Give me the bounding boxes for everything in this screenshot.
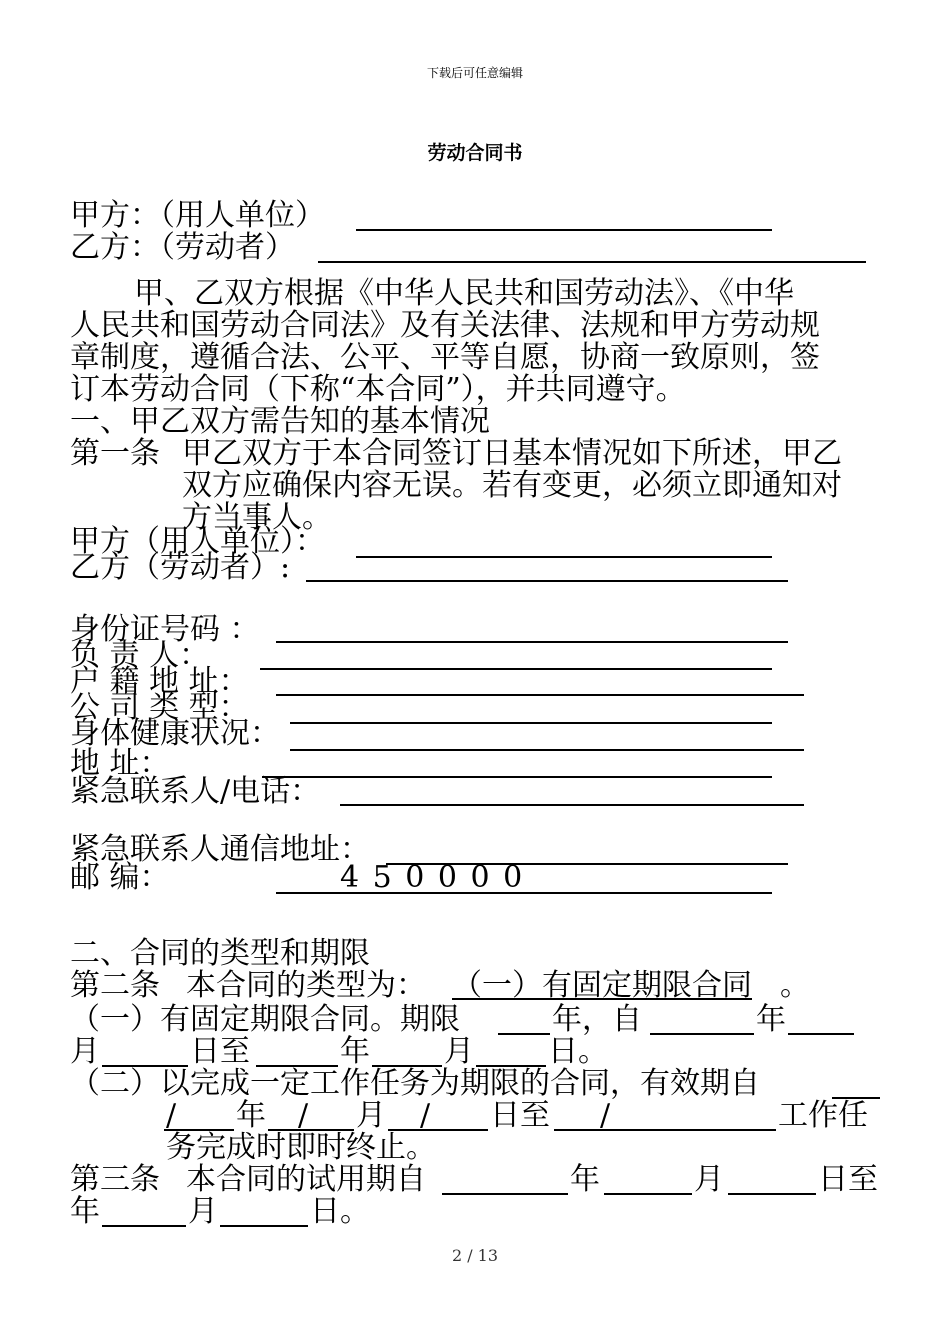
field-health-blank	[290, 749, 804, 751]
field-postcode-label: 邮 编：	[70, 860, 170, 895]
task-term-month: 月	[356, 1098, 386, 1133]
field-emergency: 紧急联系人/电话：	[70, 774, 321, 809]
preamble-line-4: 订本劳动合同（下称“本合同”），并共同遵守。	[70, 372, 686, 407]
fixed-term-year: 年，自	[552, 1002, 642, 1037]
field-emergency-blank	[340, 804, 804, 806]
field-party-b: 乙方（劳动者）:	[70, 550, 291, 585]
fixed-term-month: 月	[70, 1034, 100, 1069]
article-3-end-day-blank	[220, 1225, 308, 1227]
article-3-end-month-blank	[102, 1225, 186, 1227]
fixed-term-start-month-blank	[788, 1033, 854, 1035]
fixed-term-day: 日。	[548, 1034, 608, 1069]
task-term-slash-2: /	[298, 1098, 309, 1133]
article-3-line2-day: 日。	[310, 1194, 370, 1229]
field-address: 地 址：	[70, 746, 170, 781]
task-term-end-line: 务完成时即时终止。	[166, 1130, 436, 1165]
field-responsible: 负 责 人：	[70, 638, 210, 673]
article-3-line2-year: 年	[70, 1194, 100, 1229]
task-term-day-to: 日至	[490, 1098, 550, 1133]
page-number: 2 / 13	[451, 1246, 499, 1265]
section-2-heading: 二、合同的类型和期限	[70, 936, 370, 971]
party-a-blank	[356, 229, 772, 231]
article-1-line-2: 双方应确保内容无误。若有变更，必须立即通知对	[182, 468, 842, 503]
party-b-blank	[318, 261, 866, 263]
task-term-slash-4: /	[600, 1098, 611, 1133]
section-1-heading: 一、甲乙双方需告知的基本情况	[70, 404, 490, 439]
task-term-year: 年	[236, 1098, 266, 1133]
article-1-label: 第一条	[70, 436, 160, 471]
document-title: 劳动合同书	[427, 142, 523, 164]
fixed-term-lead: （一）有固定期限合同。期限	[70, 1002, 460, 1037]
article-3-start-year-blank	[442, 1193, 568, 1195]
field-emergency-address: 紧急联系人通信地址：	[70, 832, 370, 867]
field-postcode-value: 4 5 0 0 0 0	[340, 860, 525, 895]
field-company-type: 公 司 类 型：	[70, 690, 249, 725]
fixed-term-year-3: 年	[340, 1034, 370, 1069]
task-term-slash-1: /	[166, 1098, 177, 1133]
fixed-term-start-year-blank	[650, 1033, 754, 1035]
party-a-label: 甲方：（用人单位）	[70, 198, 325, 233]
article-3-start-month-blank	[604, 1193, 692, 1195]
field-household-blank	[276, 694, 804, 696]
page-header-note: 下载后可任意编辑	[426, 66, 523, 80]
article-2-label: 第二条	[70, 968, 160, 1003]
preamble-line-2: 人民共和国劳动合同法》及有关法律、法规和甲方劳动规	[70, 308, 820, 343]
article-3-month: 月	[694, 1162, 724, 1197]
task-term-slash-3: /	[420, 1098, 431, 1133]
article-3-year: 年	[570, 1162, 600, 1197]
article-3-day-to: 日至	[818, 1162, 878, 1197]
field-party-a: 甲方（用人单位）：	[70, 524, 325, 559]
field-postcode-blank	[276, 892, 772, 894]
fixed-term-day-to: 日至	[190, 1034, 250, 1069]
fixed-term-month-2: 月	[444, 1034, 474, 1069]
field-responsible-blank	[260, 668, 772, 670]
field-party-a-blank	[356, 556, 772, 558]
field-party-b-blank	[306, 580, 788, 582]
party-b-label: 乙方：（劳动者）	[70, 230, 295, 265]
article-3-text: 本合同的试用期自	[186, 1162, 426, 1197]
article-1-line-1: 甲乙双方于本合同签订日基本情况如下所述，甲乙	[182, 436, 842, 471]
field-id-number-blank	[276, 641, 788, 643]
task-term-lead: （二）以完成一定工作任务为期限的合同，有效期自	[70, 1066, 760, 1101]
article-3-start-day-blank	[728, 1193, 816, 1195]
task-term-end-blank	[554, 1129, 776, 1131]
field-address-blank	[262, 776, 772, 778]
fixed-term-period-blank	[498, 1033, 550, 1035]
article-2-text: 本合同的类型为：	[186, 968, 426, 1003]
article-2-end: 。	[780, 968, 810, 1003]
article-1-line-3: 方当事人。	[182, 500, 332, 535]
article-3-line2-month: 月	[188, 1194, 218, 1229]
field-health: 身体健康状况：	[70, 716, 280, 751]
fixed-term-year-2: 年	[756, 1002, 786, 1037]
article-2-value: （一）有固定期限合同	[452, 968, 752, 1003]
field-id-number: 身份证号码 ：	[70, 612, 260, 647]
task-term-tail: 工作任	[778, 1098, 868, 1133]
field-household: 户 籍 地 址：	[70, 664, 249, 699]
article-3-label: 第三条	[70, 1162, 160, 1197]
preamble-line-1: 甲、乙双方根据《中华人民共和国劳动法》、《中华	[134, 276, 794, 311]
field-company-type-blank	[290, 722, 772, 724]
preamble-line-3: 章制度，遵循合法、公平、平等自愿，协商一致原则，签	[70, 340, 820, 375]
